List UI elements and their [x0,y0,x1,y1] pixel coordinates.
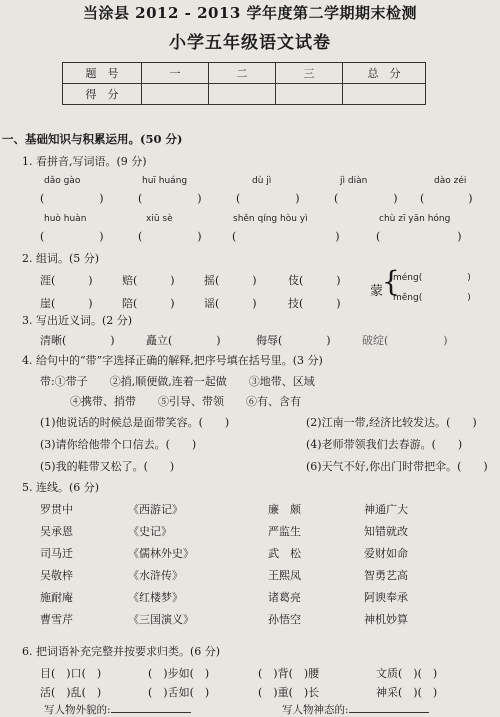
answer-blank[interactable]: ( ) [40,192,104,205]
trait-item[interactable]: 智勇艺高 [364,569,408,582]
q4-sentence[interactable]: (1)他说话的时候总是面带笑容。( ) [40,416,230,429]
answer-blank[interactable]: ( ) [138,230,202,243]
character-item[interactable]: 诸葛亮 [268,591,301,604]
q4-sentence[interactable]: (2)江南一带,经济比较发达。( ) [306,416,477,429]
author-item[interactable]: 罗贯中 [40,503,73,516]
q6-item[interactable]: 神采( )( ) [376,686,438,699]
answer-blank[interactable]: ( ) [232,230,340,243]
q3-item[interactable]: 清晰( ) [40,334,115,347]
score-cell-label: 题 号 [63,63,142,84]
q1-title: 1. 看拼音,写词语。(9 分) [22,155,147,168]
score-table-score-row [63,84,426,105]
pinyin: huò huàn [44,214,87,224]
q4-sentence[interactable]: (6)天气不好,你出门时带把伞。( ) [306,460,488,473]
book-item[interactable]: 《三国演义》 [128,613,194,626]
q2-title: 2. 组词。(5 分) [22,252,100,265]
trait-item[interactable]: 爱财如命 [364,547,408,560]
q6-item[interactable]: ( )重( )长 [258,686,320,699]
q2-item[interactable]: 伎( ) [288,274,341,287]
q4-definitions: 带:①带子 ②捎,顺便做,连着一起做 ③地带、区域 [40,375,315,388]
score-cell-part3: 三 [276,63,343,84]
character-item[interactable]: 王熙凤 [268,569,301,582]
q6-item[interactable]: ( )舌如( ) [148,686,210,699]
section-heading: 一、基础知识与积累运用。(50 分) [2,132,183,146]
pinyin: shěn qíng hòu yì [233,214,308,224]
answer-blank[interactable]: ( ) [138,192,202,205]
book-item[interactable]: 《儒林外史》 [128,547,194,560]
answer-blank[interactable]: ( ) [236,192,300,205]
trait-item[interactable]: 知错就改 [364,525,408,538]
pinyin: huī huáng [142,176,188,186]
score-cell-total: 总 分 [343,63,426,84]
q2-item[interactable]: 崖( ) [40,297,93,310]
q3-title: 3. 写出近义词。(2 分) [22,314,133,327]
q4-sentence[interactable]: (5)我的鞋带又松了。( ) [40,460,175,473]
pinyin: jì diàn [340,176,368,186]
q6-item[interactable]: 文质( )( ) [376,667,438,680]
character-item[interactable]: 武 松 [268,547,301,560]
score-table-header-row [63,63,426,84]
q2-item[interactable]: 技( ) [288,297,341,310]
exam-subtitle: 小学五年级语文试卷 [169,33,331,53]
answer-blank[interactable]: ( ) [334,192,398,205]
score-blank[interactable] [276,84,343,105]
q4-sentence[interactable]: (4)老师带领我们去春游。( ) [306,438,463,451]
q6-item[interactable]: ( )背( )腰 [258,667,320,680]
trait-item[interactable]: 神通广大 [364,503,408,516]
book-item[interactable]: 《史记》 [128,525,172,538]
answer-blank[interactable]: ( ) [376,230,462,243]
pinyin: dào zéi [434,176,467,186]
score-cell-part1: 一 [142,63,209,84]
q6-title: 6. 把词语补充完整并按要求归类。(6 分) [22,645,221,658]
q2-item[interactable]: 摇( ) [204,274,257,287]
brace-icon: { [382,265,400,298]
author-item[interactable]: 吴敬梓 [40,569,73,582]
q6-item[interactable]: ( )步如( ) [148,667,210,680]
q2-item[interactable]: 涯( ) [40,274,93,287]
q4-definitions: ④携带、捎带 ⑤引导、带领 ⑥有、含有 [70,395,301,408]
q3-item[interactable]: 破绽( ) [362,334,448,347]
q6-category[interactable]: 写人物神态的: [282,702,429,717]
q3-item[interactable]: 侮辱( ) [256,334,331,347]
score-blank[interactable] [209,84,276,105]
score-cell-part2: 二 [209,63,276,84]
q2-item[interactable]: 谣( ) [204,297,257,310]
score-blank[interactable] [142,84,209,105]
author-item[interactable]: 施耐庵 [40,591,73,604]
meng-char: 蒙 [370,284,384,299]
q2-meng1[interactable]: méng( ) [393,273,471,283]
author-item[interactable]: 吴承恩 [40,525,73,538]
q2-item[interactable]: 陪( ) [122,297,175,310]
book-item[interactable]: 《红楼梦》 [128,591,183,604]
pinyin: chù zī yān hóng [379,214,451,224]
book-item[interactable]: 《西游记》 [128,503,183,516]
score-blank[interactable] [343,84,426,105]
answer-blank[interactable]: ( ) [40,230,104,243]
q2-meng2[interactable]: měng( ) [393,293,471,303]
character-item[interactable]: 廉 颇 [268,503,301,516]
pinyin: xiū sè [146,214,173,224]
book-item[interactable]: 《水浒传》 [128,569,183,582]
author-item[interactable]: 司马迁 [40,547,73,560]
answer-blank[interactable]: ( ) [420,192,473,205]
trait-item[interactable]: 神机妙算 [364,613,408,626]
q5-title: 5. 连线。(6 分) [22,481,100,494]
exam-title: 当涂县 2012 - 2013 学年度第二学期期末检测 [82,4,418,22]
q6-item[interactable]: 活( )乱( ) [40,686,102,699]
author-item[interactable]: 曹雪芹 [40,613,73,626]
character-item[interactable]: 严监生 [268,525,301,538]
trait-item[interactable]: 阿谀奉承 [364,591,408,604]
q6-category[interactable]: 写人物外貌的: [44,702,191,717]
pinyin: dù jì [252,176,272,186]
pinyin: dǎo gào [44,176,81,186]
score-table [62,62,426,105]
score-row-label: 得 分 [63,84,142,105]
q3-item[interactable]: 矗立( ) [146,334,221,347]
q6-item[interactable]: 目( )口( ) [40,667,102,680]
q2-item[interactable]: 赔( ) [122,274,175,287]
character-item[interactable]: 孙悟空 [268,613,301,626]
q4-sentence[interactable]: (3)请你给他带个口信去。( ) [40,438,197,451]
q4-title: 4. 给句中的“带”字选择正确的解释,把序号填在括号里。(3 分) [22,354,323,367]
